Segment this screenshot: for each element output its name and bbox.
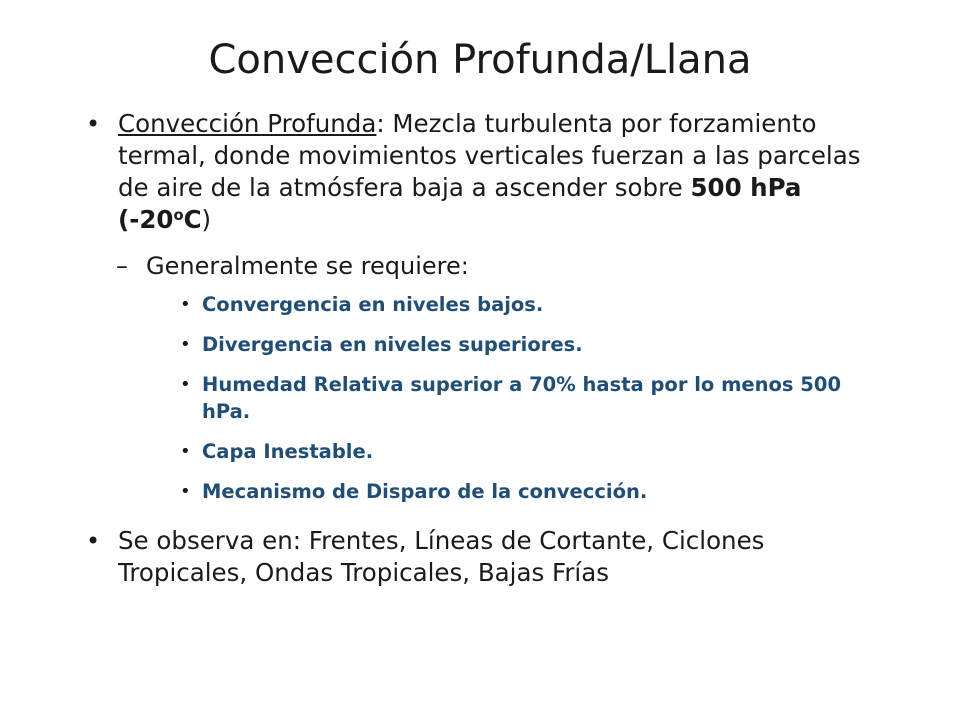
bullet-icon: • bbox=[180, 374, 191, 395]
requirements-heading: Generalmente se requiere: bbox=[146, 252, 469, 280]
deep-convection-definition: Mezcla turbulenta por forzamiento termal, donde movimientos verticales fuerzan a las parcelas de aire de la atmósfera baja a ascender sobre bbox=[118, 109, 861, 202]
requirement-item bbox=[86, 291, 886, 318]
requirement-text: Capa Inestable. bbox=[202, 440, 374, 463]
requirement-text: Divergencia en niveles superiores. bbox=[202, 333, 583, 356]
slide-title: Convección Profunda/Llana bbox=[208, 37, 752, 83]
bullet-deep-convection bbox=[86, 108, 886, 236]
dash-icon: – bbox=[116, 252, 128, 280]
bullet-icon: • bbox=[180, 481, 191, 502]
observed-in-text: Se observa en: Frentes, Líneas de Cortante, Ciclones Tropicales, Ondas Tropicales, Bajas Frías bbox=[118, 526, 765, 587]
requirement-item bbox=[86, 478, 886, 505]
pressure-value: 500 hPa (-20 bbox=[118, 173, 802, 234]
requirement-text: Convergencia en niveles bajos. bbox=[202, 293, 544, 316]
slide-content bbox=[86, 108, 886, 589]
degree-superscript: o bbox=[173, 206, 184, 224]
requirement-item bbox=[86, 371, 886, 425]
requirement-text: Mecanismo de Disparo de la convección. bbox=[202, 480, 648, 503]
bullet-observed-in bbox=[86, 525, 886, 589]
requirement-item bbox=[86, 331, 886, 358]
requirement-item bbox=[86, 438, 886, 465]
bullet-icon: • bbox=[86, 110, 101, 138]
sub-bullet-requirements bbox=[86, 250, 886, 282]
requirement-text: Humedad Relativa superior a 70% hasta por lo menos 500 hPa. bbox=[202, 373, 842, 423]
temperature-unit: C bbox=[183, 205, 202, 234]
bullet-icon: • bbox=[180, 294, 191, 315]
term-deep-convection: Convección Profunda bbox=[118, 109, 377, 138]
bullet-icon: • bbox=[180, 441, 191, 462]
bullet-icon: • bbox=[86, 527, 101, 555]
term-colon: : bbox=[376, 109, 393, 138]
bullet-icon: • bbox=[180, 334, 191, 355]
closing-paren: ) bbox=[201, 205, 212, 234]
